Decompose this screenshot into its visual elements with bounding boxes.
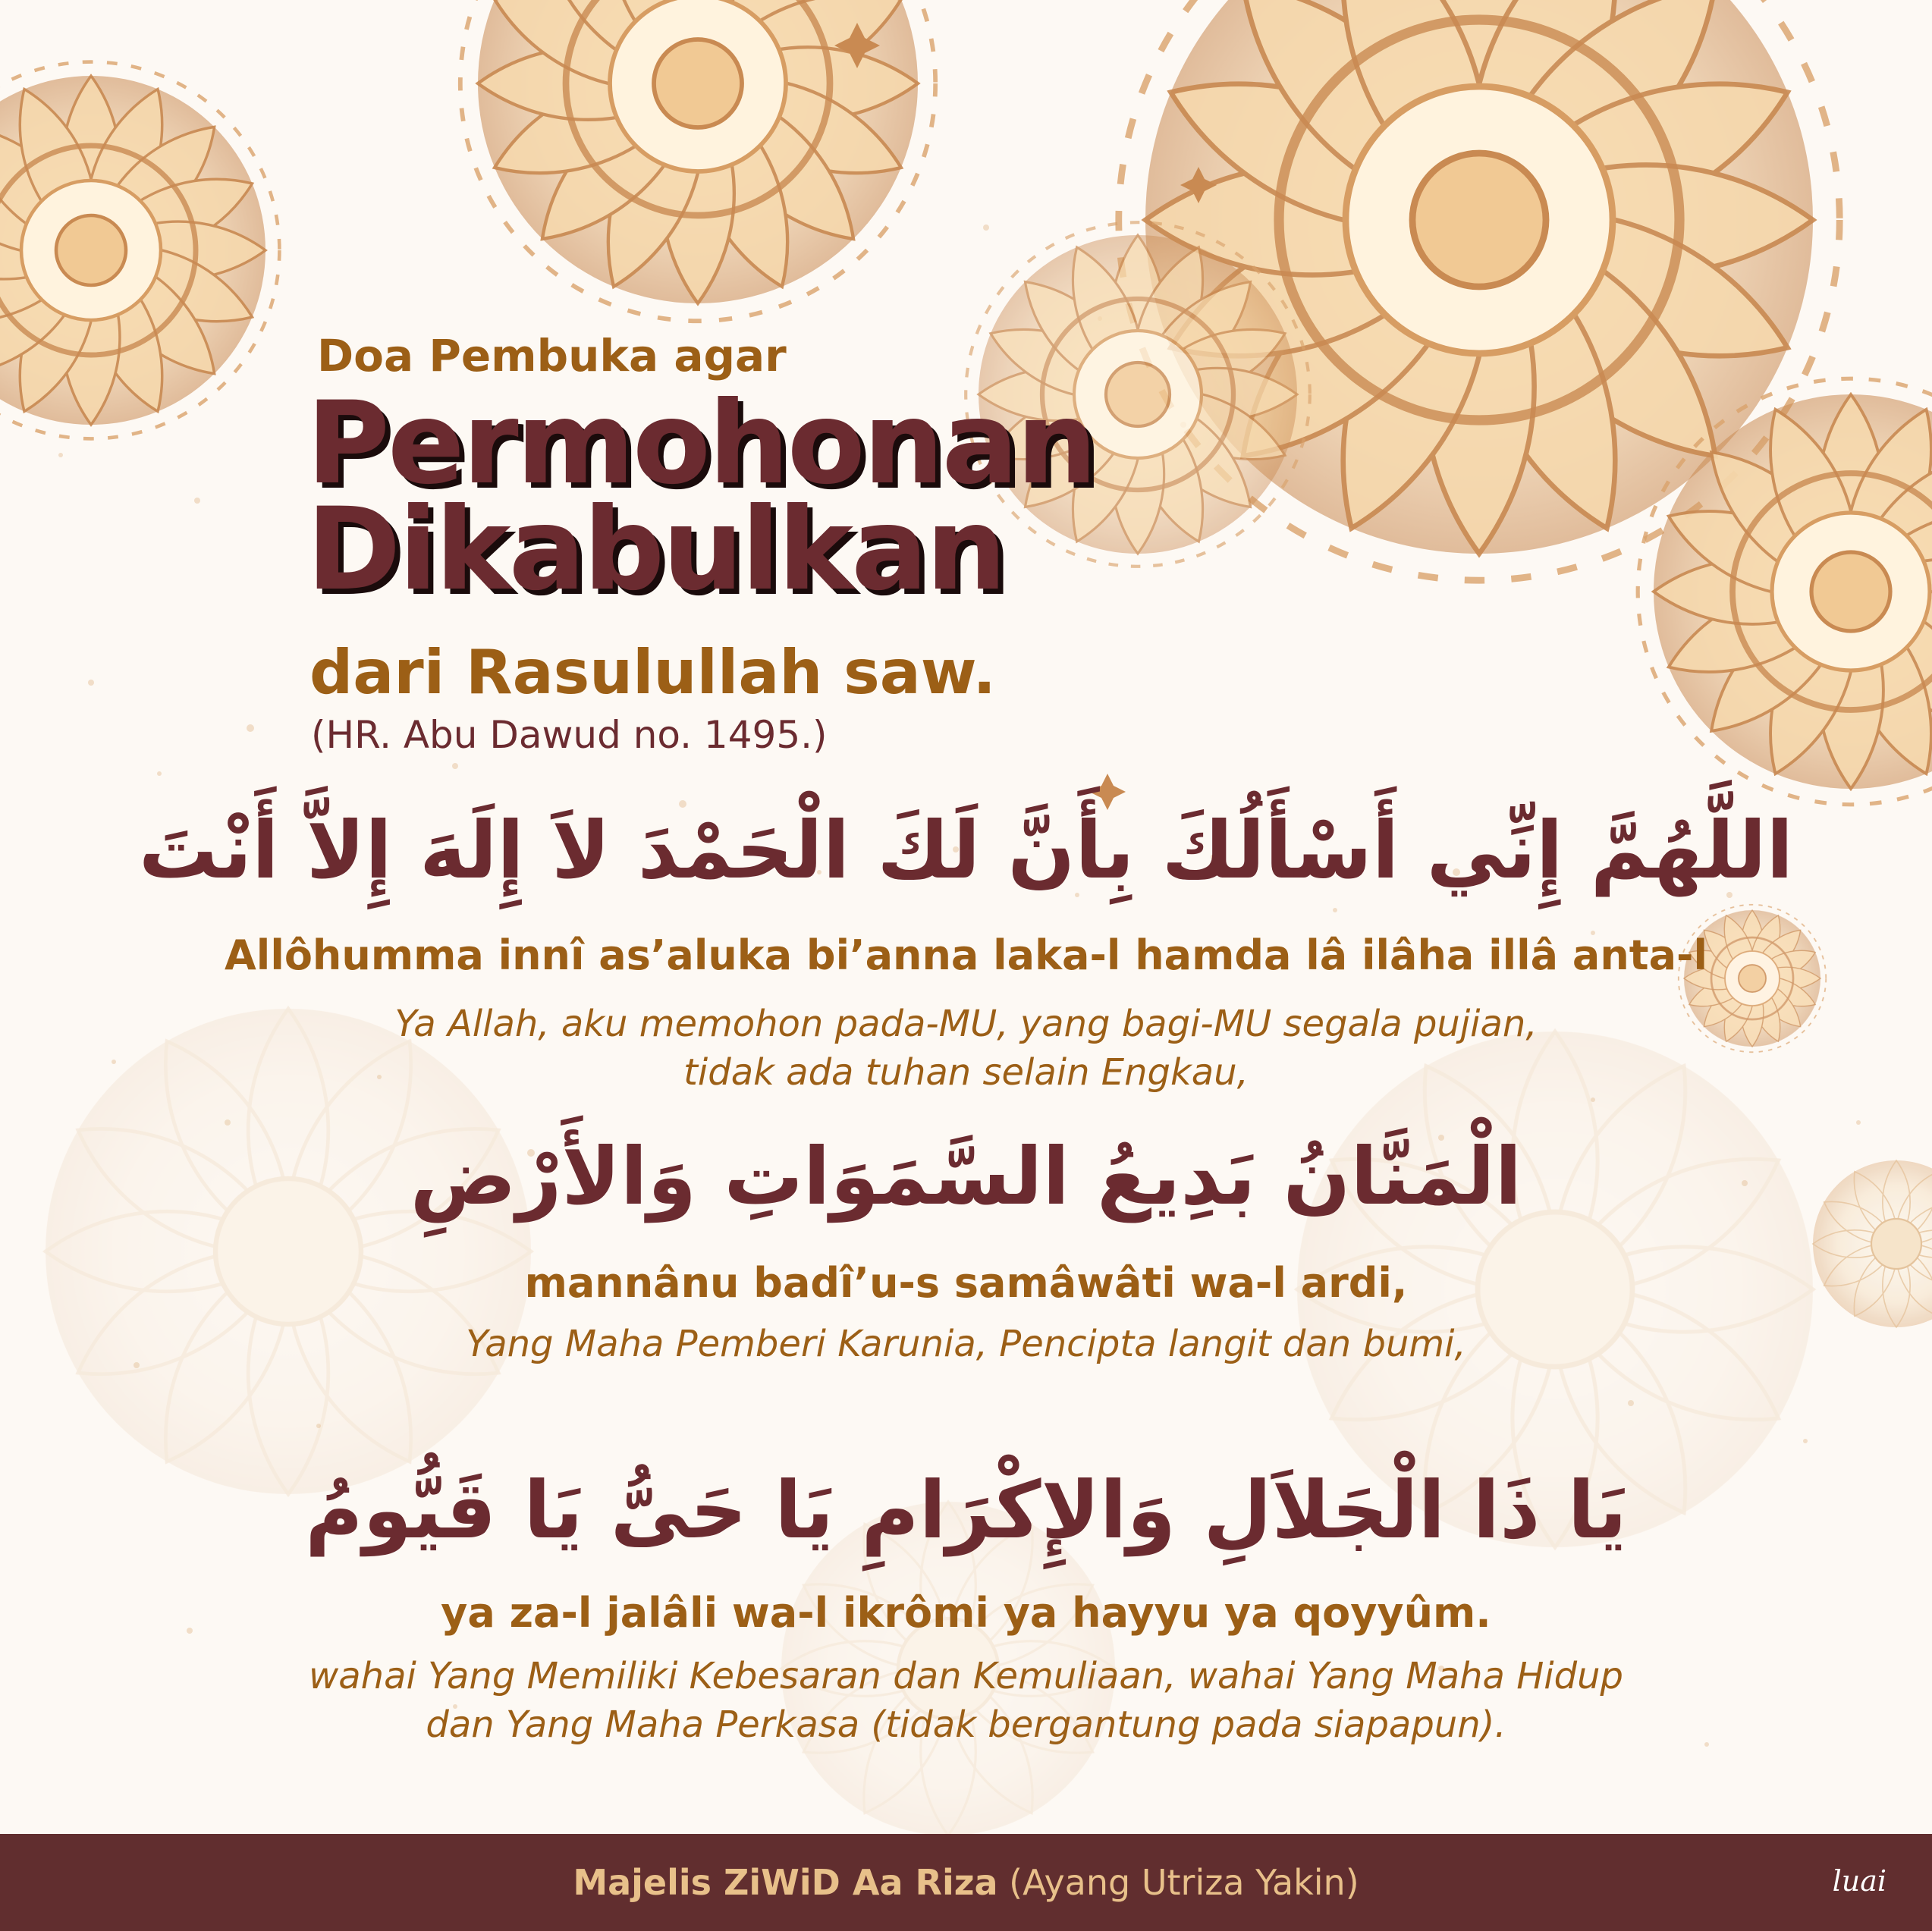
- verse-3-translation: [0, 1652, 1932, 1749]
- verse-2-transliteration: mannânu badî’u-s samâwâti wa-l ardi,: [524, 1259, 1408, 1307]
- title-kicker: Doa Pembuka agar: [317, 330, 787, 381]
- verse-3-arabic: يَا ذَا الْجَلاَلِ وَالإِكْرَامِ يَا حَىُّ يَا قَيُّومُ: [305, 1464, 1627, 1556]
- verse-1-translation-line-2: tidak ada tuhan selain Engkau,: [683, 1051, 1249, 1094]
- verse-2-translation: [0, 1320, 1932, 1368]
- verse-1-translation: [0, 1000, 1932, 1097]
- footer-person: (Ayang Utriza Yakin): [997, 1862, 1359, 1903]
- verse-3-transliteration: ya za-l jalâli wa-l ikrômi ya hayyu ya qoyyûm.: [441, 1589, 1491, 1637]
- verse-2-arabic: الْمَنَّانُ بَدِيعُ السَّمَوَاتِ وَالأَرْضِ: [410, 1130, 1522, 1223]
- footer-bar: [0, 1834, 1932, 1931]
- title-line-1: Permohonan: [306, 378, 1095, 510]
- verse-3-translation-line-2: dan Yang Maha Perkasa (tidak bergantung pada siapapun).: [426, 1703, 1506, 1746]
- title-line-2: Dikabulkan: [306, 484, 1005, 616]
- hadith-source: (HR. Abu Dawud no. 1495.): [311, 713, 828, 757]
- footer-organization: Majelis ZiWiD Aa Riza: [573, 1862, 998, 1903]
- footer-credit: [0, 1834, 1932, 1931]
- artist-signature: luai: [1832, 1864, 1886, 1898]
- verse-1-translation-line-1: Ya Allah, aku memohon pada-MU, yang bagi-MU segala pujian,: [394, 1003, 1538, 1045]
- title-subtitle: dari Rasulullah saw.: [309, 637, 996, 708]
- verse-1-arabic: اللَّهُمَّ إِنِّي أَسْأَلُكَ بِأَنَّ لَكَ الْحَمْدَ لاَ إِلَهَ إِلاَّ أَنْتَ: [138, 804, 1794, 896]
- verse-1-transliteration: Allôhumma innî as’aluka bi’anna laka-l hamda lâ ilâha illâ anta-l: [225, 931, 1707, 979]
- verse-2-translation-line-1: Yang Maha Pemberi Karunia, Pencipta langit dan bumi,: [466, 1323, 1466, 1365]
- verse-3-translation-line-1: wahai Yang Memiliki Kebesaran dan Kemuliaan, wahai Yang Maha Hidup: [309, 1655, 1623, 1697]
